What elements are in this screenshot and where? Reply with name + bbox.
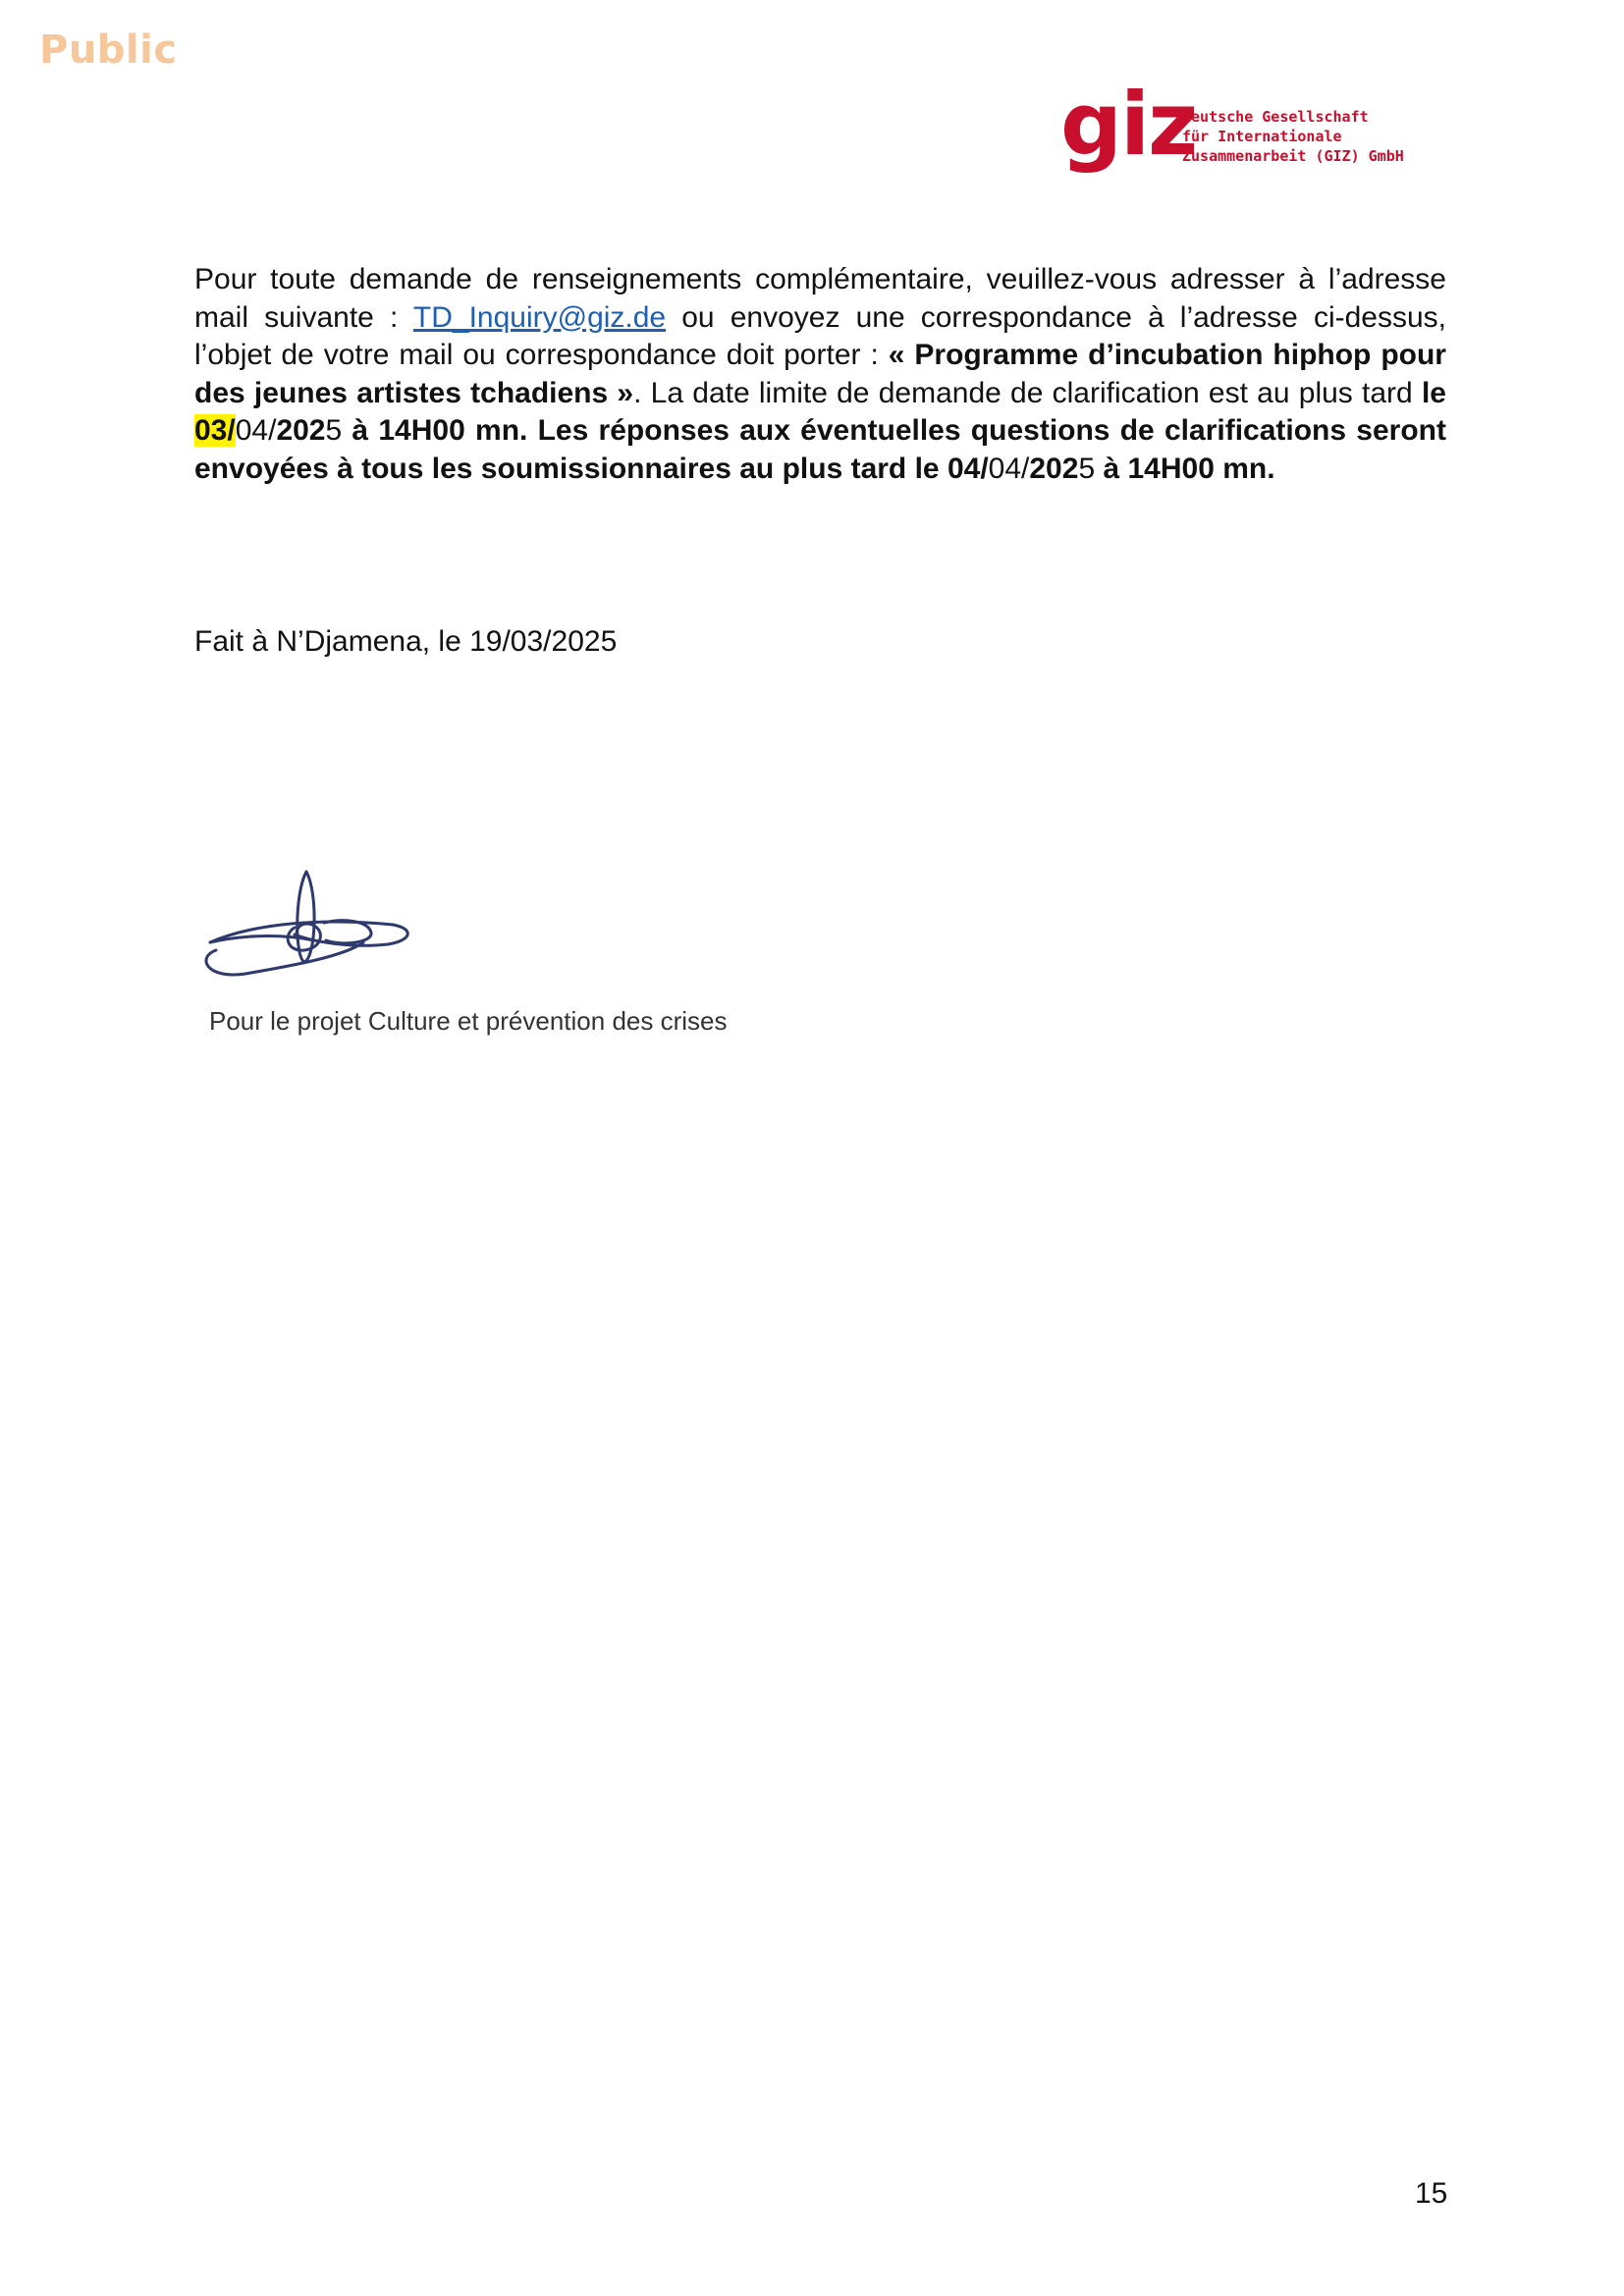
logo-line-2: für Internationale [1182, 128, 1342, 145]
signature-caption: Pour le projet Culture et prévention des crises [209, 1006, 728, 1036]
page-number: 15 [1415, 2177, 1448, 2210]
paragraph-intro: Pour toute demande de renseignements complémentaire, veuillez-vous adresser à l’adresse mail suivante : [194, 263, 1446, 334]
deadline-year-start: 202 [276, 414, 326, 448]
logo-line-1: Deutsche Gesellschaft [1182, 108, 1369, 126]
deadline-year-end: 5 [325, 414, 343, 448]
deadline-prefix: le [1421, 376, 1446, 409]
reply-time: à 14H00 mn. [1095, 452, 1275, 485]
classification-label: Public [39, 27, 178, 73]
logo-line-3: Zusammenarbeit (GIZ) GmbH [1182, 147, 1404, 165]
paragraph-deadline-intro: . La date limite de demande de clarification est au plus tard [633, 376, 1422, 409]
clarification-paragraph [194, 261, 1446, 489]
paragraph-middle: ou envoyez une correspondance à l’adresse ci-dessus, l’objet de votre mail ou correspondance doit porter : [194, 300, 1447, 372]
place-and-date: Fait à N’Djamena, le 19/03/2025 [194, 625, 618, 658]
logo-text [1182, 107, 1404, 166]
logo-mark: giz [1060, 74, 1197, 175]
reply-year-end: 5 [1078, 452, 1096, 485]
giz-logo [1060, 74, 1404, 187]
deadline-time-and-reply: à 14H00 mn. Les réponses aux éventuelles questions de clarifications seront envoyées à tous les soumissionnaires au plus tard le 04/ [194, 414, 1446, 485]
signature [196, 864, 422, 991]
reply-month: 04/ [988, 452, 1030, 485]
deadline-day-highlight: 03/ [194, 414, 236, 448]
reply-year-start: 202 [1029, 452, 1079, 485]
mail-subject: « Programme d’incubation hiphop pour des jeunes artistes tchadiens » [194, 339, 1446, 409]
inquiry-email-link[interactable]: TD_Inquiry@giz.de [412, 300, 667, 334]
deadline-month: 04/ [235, 414, 277, 448]
